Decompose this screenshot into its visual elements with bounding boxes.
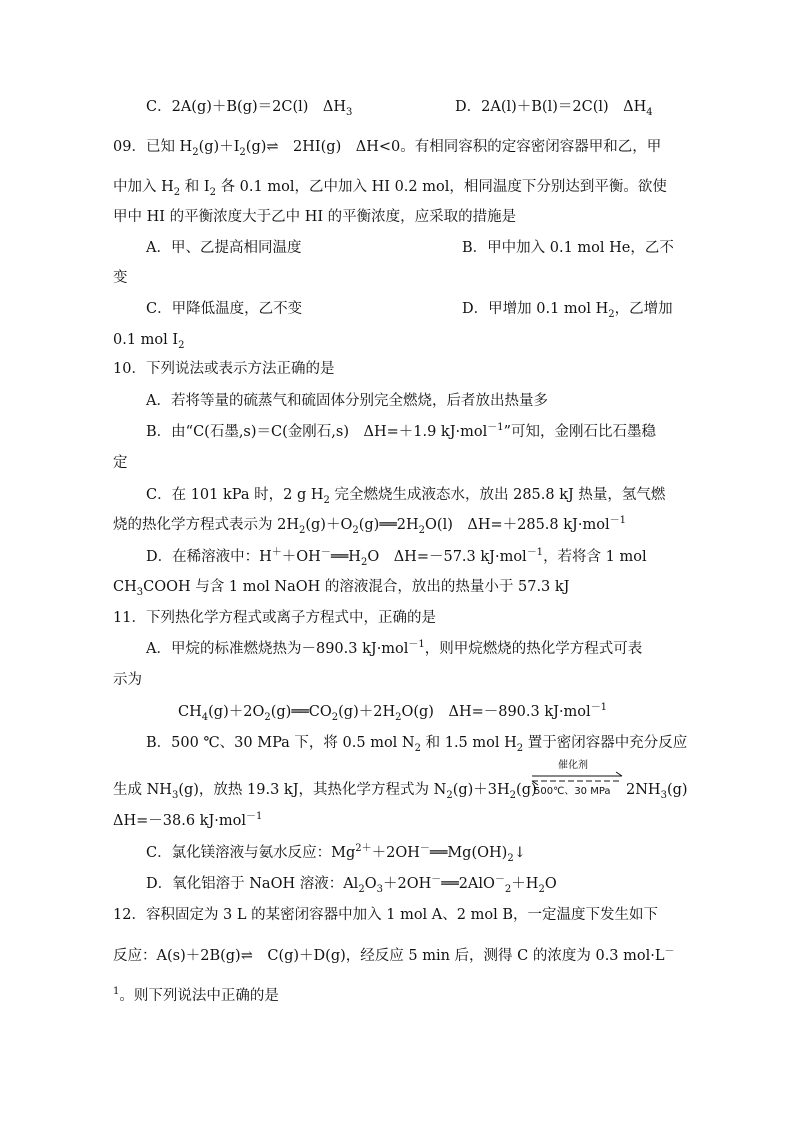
- catalyst-equilibrium-arrow: [530, 760, 626, 800]
- text-line: D．甲增加 0.1 mol $H_2$，乙增加: [462, 301, 673, 320]
- text-line: $2NH_3(g)$: [626, 782, 688, 801]
- text-line: D．氧化铝溶于 NaOH 溶液：$Al_2O_3+2OH^-══2AlO^-_2+H_2O$: [146, 874, 557, 895]
- text-line: C．甲降低温度，乙不变: [146, 301, 303, 317]
- text-line: B．由“C(石墨,s)＝C(金刚石,s) ΔH=＋1.9 kJ·mol$^{-1}$”可知，金刚石比石墨稳: [146, 422, 657, 440]
- text-line: 10．下列说法或表示方法正确的是: [113, 361, 335, 377]
- text-line: C．在 101 kPa 时，2 g $H_2$ 完全燃烧生成液态水，放出 285.8 kJ 热量，氢气燃: [146, 487, 666, 506]
- text-line: A．甲、乙提高相同温度: [146, 240, 302, 256]
- text-line: 示为: [113, 672, 142, 688]
- text-line: $^1$。则下列说法中正确的是: [113, 986, 279, 1004]
- text-line: 烧的热化学方程式表示为 $2H_2(g)+O_2(g)══2H_2O(l)$ ΔH=＋285.8 kJ·mol$^{-1}$: [113, 515, 626, 536]
- text-line: A．甲烷的标准燃烧热为－890.3 kJ·mol$^{-1}$，则甲烷燃烧的热化学方程式可表: [146, 639, 643, 657]
- text-line: 中加入 $H_2$ 和 $I_2$ 各 0.1 mol，乙中加入 HI 0.2 mol，相同温度下分别达到平衡。欲使: [113, 179, 667, 198]
- catalyst-label: 催化剂: [558, 760, 588, 771]
- text-line: 甲中 HI 的平衡浓度大于乙中 HI 的平衡浓度，应采取的措施是: [113, 209, 517, 225]
- text-line: B．500 ℃、30 MPa 下，将 0.5 mol $N_2$ 和 1.5 mol $H_2$ 置于密闭容器中充分反应: [146, 735, 688, 754]
- text-line: D．2A(l)＋B(l)＝2C(l) $\Delta H_4$: [455, 99, 653, 118]
- text-line: $CH_4(g)+2O_2(g)══CO_2(g)+2H_2O(g)$ ΔH=－890.3 kJ·mol$^{-1}$: [178, 702, 608, 723]
- text-line: B．甲中加入 0.1 mol He，乙不: [462, 240, 674, 256]
- text-line: C．氯化镁溶液与氨水反应：$Mg^{2+}+2OH^-══Mg(OH)_2↓$: [146, 843, 526, 864]
- text-line: 0.1 mol $I_2$: [113, 332, 185, 351]
- text-line: C．2A(g)＋B(g)＝2C(l) $\Delta H_3$: [146, 99, 353, 118]
- text-line: 反应：A(s)＋2B(g)⇌ C(g)＋D(g)，经反应 5 min 后，测得 C 的浓度为 0.3 mol·L－: [113, 946, 675, 964]
- text-line: D．在稀溶液中：$H^++OH^-══H_2O$ ΔH=－57.3 kJ·mol$^{-1}$，若将含 1 mol: [146, 547, 647, 568]
- text-line: 12．容积固定为 3 L 的某密闭容器中加入 1 mol A、2 mol B，一定温度下发生如下: [113, 907, 658, 923]
- text-line: ΔH=－38.6 kJ·mol$^{-1}$: [113, 811, 263, 829]
- reaction-conditions-label: 500℃、30 MPa: [534, 786, 611, 797]
- text-line: 09．已知 $H_2(g)+I_2(g)\rightleftharpoons$ 2HI(g) ΔH<0。有相同容积的定容密闭容器甲和乙，甲: [113, 139, 662, 158]
- text-line: 11．下列热化学方程式或离子方程式中，正确的是: [113, 610, 436, 626]
- text-line: 生成 $NH_3(g)$，放热 19.3 kJ，其热化学方程式为 $N_2(g)+3H_2(g)$: [113, 782, 537, 801]
- text-line: $CH_3COOH$ 与含 1 mol NaOH 的溶液混合，放出的热量小于 57.3 kJ: [113, 579, 570, 598]
- text-line: 变: [113, 270, 128, 286]
- text-line: 定: [113, 455, 128, 471]
- text-line: A．若将等量的硫蒸气和硫固体分别完全燃烧，后者放出热量多: [146, 393, 548, 409]
